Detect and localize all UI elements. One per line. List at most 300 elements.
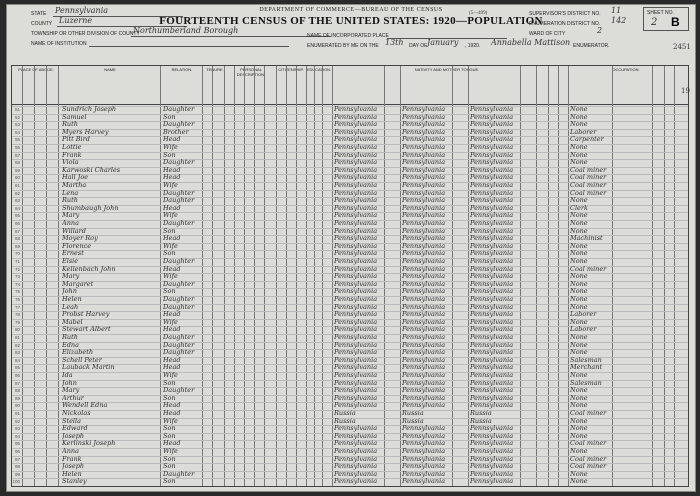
occupation: None [570,478,588,486]
line-number: 88 [14,388,20,394]
occupation: None [570,113,588,121]
line-number: 90 [14,403,20,409]
line-number: 84 [14,357,20,363]
person-name: Elizabeth [62,349,94,357]
mother-birthplace: Pennsylvania [470,227,514,235]
relation: Head [163,174,181,182]
birthplace: Pennsylvania [334,182,378,189]
person-name: Frank [62,455,82,463]
relation: Son [163,250,176,258]
relation: Daughter [163,387,195,395]
relation: Daughter [163,334,195,341]
person-name: Willard [62,227,86,235]
mother-birthplace: Pennsylvania [470,318,514,326]
mother-birthplace: Pennsylvania [470,303,514,311]
mother-birthplace: Russia [470,417,492,425]
relation: Daughter [163,303,195,311]
relation: Son [163,394,176,402]
father-birthplace: Pennsylvania [402,364,446,372]
occupation: Laborer [570,128,597,136]
father-birthplace: Pennsylvania [402,182,446,189]
birthplace: Pennsylvania [334,311,378,319]
person-name: Viola [62,159,79,167]
birthplace: Pennsylvania [334,166,378,174]
table-row [12,174,688,182]
relation: Daughter [163,470,195,478]
occupation: Coal miner [570,463,607,471]
mother-birthplace: Pennsylvania [470,432,514,440]
line-number: 65 [14,213,20,219]
father-birthplace: Pennsylvania [402,448,446,455]
occupation: Coal miner [570,166,607,174]
group-place-of-abode: PLACE OF ABODE. [18,67,54,72]
birthplace: Pennsylvania [334,288,378,296]
line-number: 81 [14,335,20,340]
father-birthplace: Pennsylvania [402,349,446,357]
mother-birthplace: Pennsylvania [470,121,514,129]
mother-birthplace: Pennsylvania [470,364,514,372]
occupation: None [570,250,588,258]
line-number: 60 [14,175,20,181]
mother-birthplace: Pennsylvania [470,425,514,433]
person-name: Sundrich Joseph [62,106,117,113]
occupation: None [570,425,588,433]
birthplace: Pennsylvania [334,425,378,433]
census-sheet [6,4,696,492]
line-number: 98 [14,464,20,470]
occupation: Salesman [570,356,602,364]
relation: Daughter [163,349,195,357]
father-birthplace: Pennsylvania [402,189,446,197]
table-row [12,167,688,175]
relation: Daughter [163,341,195,349]
father-birthplace: Russia [402,417,424,425]
occupation: None [570,296,588,303]
father-birthplace: Pennsylvania [402,174,446,182]
line-number: 99 [14,471,20,477]
person-name: Shumbaugh John [62,204,119,212]
occupation: None [570,448,588,455]
table-row [12,288,688,296]
father-birthplace: Pennsylvania [402,318,446,326]
mother-birthplace: Pennsylvania [470,394,514,402]
line-number: 53 [14,122,20,128]
occupation: None [570,288,588,296]
census-table [11,65,689,487]
person-name: Joseph [62,463,85,471]
table-row [12,304,688,312]
person-name: Margaret [62,280,94,288]
relation: Wife [163,273,178,281]
enumerated-label: ENUMERATED BY ME ON THE [307,43,379,49]
relation: Wife [163,372,178,379]
person-name: Stanley [62,478,87,486]
occupation: None [570,402,588,410]
relation: Head [163,364,181,372]
township-value: Northumberland Borough [133,26,239,35]
father-birthplace: Pennsylvania [402,387,446,395]
person-name: Edna [62,341,79,349]
table-row [12,372,688,380]
person-name: Florence [62,242,92,250]
relation: Son [163,379,176,387]
father-birthplace: Pennsylvania [402,273,446,281]
table-row [12,395,688,403]
person-name: Ernest [62,250,84,258]
relation: Head [163,311,181,319]
table-row [12,205,688,213]
birthplace: Pennsylvania [334,463,378,471]
township-label: TOWNSHIP OR OTHER DIVISION OF COUNTY [31,31,140,37]
year-label: , 1920. [465,43,481,49]
occupation: None [570,121,588,129]
table-row [12,281,688,289]
line-number: 82 [14,342,20,348]
line-number: 62 [14,190,20,196]
birthplace: Pennsylvania [334,106,378,113]
mother-birthplace: Pennsylvania [470,349,514,357]
birthplace: Pennsylvania [334,151,378,159]
birthplace: Pennsylvania [334,334,378,341]
birthplace: Pennsylvania [334,318,378,326]
occupation: Coal miner [570,410,607,417]
ward-value: 2 [597,26,603,35]
table-row [12,190,688,198]
birthplace: Pennsylvania [334,265,378,273]
line-number: 77 [14,304,20,310]
birthplace: Pennsylvania [334,159,378,167]
line-number: 52 [14,114,20,120]
birthplace: Pennsylvania [334,364,378,372]
occupation: None [570,280,588,288]
father-birthplace: Pennsylvania [402,478,446,486]
line-number: 89 [14,395,20,401]
relation: Head [163,265,181,273]
relation: Wife [163,448,178,455]
table-row [12,433,688,441]
table-row [12,463,688,471]
relation: Son [163,288,176,296]
table-row [12,159,688,167]
occupation: Salesman [570,379,602,387]
table-row [12,212,688,220]
birthplace: Pennsylvania [334,341,378,349]
father-birthplace: Pennsylvania [402,455,446,463]
person-name: Lauback Martin [62,364,115,372]
father-birthplace: Pennsylvania [402,250,446,258]
relation: Head [163,136,181,144]
relation: Daughter [163,296,195,303]
group-occupation: OCCUPATION. [612,67,640,72]
supervisor-value: 11 [611,6,622,15]
father-birthplace: Pennsylvania [402,166,446,174]
person-name: Ida [62,372,73,379]
person-name: Samuel [62,113,87,121]
group-relation: RELATION. [171,67,193,72]
birthplace: Pennsylvania [334,387,378,395]
county-label: COUNTY [31,21,53,27]
occupation: None [570,372,588,379]
birthplace: Pennsylvania [334,280,378,288]
occupation: None [570,144,588,151]
father-birthplace: Pennsylvania [402,463,446,471]
margin-number: 2451 [673,43,691,51]
relation: Wife [163,318,178,326]
mother-birthplace: Pennsylvania [470,151,514,159]
father-birthplace: Pennsylvania [402,341,446,349]
table-row [12,136,688,144]
relation: Daughter [163,220,195,227]
line-number: 76 [14,297,20,302]
line-number: 74 [14,281,20,287]
person-name: John [62,379,77,387]
father-birthplace: Pennsylvania [402,204,446,212]
line-number: 78 [14,312,20,318]
table-row [12,273,688,281]
father-birthplace: Pennsylvania [402,235,446,243]
line-number: 75 [14,289,20,295]
line-number: 69 [14,243,20,249]
birthplace: Pennsylvania [334,250,378,258]
relation: Head [163,402,181,410]
line-number: 96 [14,449,20,454]
line-number: 66 [14,221,20,226]
person-name: Ruth [62,197,78,205]
relation: Wife [163,144,178,151]
relation: Wife [163,242,178,250]
birthplace: Pennsylvania [334,394,378,402]
birthplace: Russia [334,417,356,425]
father-birthplace: Pennsylvania [402,144,446,151]
person-name: Myers Harvey [62,128,109,136]
line-number: 95 [14,441,20,447]
mother-birthplace: Pennsylvania [470,463,514,471]
relation: Wife [163,417,178,425]
table-row [12,311,688,319]
line-number: 56 [14,145,20,150]
line-number: 85 [14,365,20,371]
mother-birthplace: Pennsylvania [470,470,514,478]
table-row [12,387,688,395]
enumerator-label: ENUMERATOR. [573,43,610,49]
birthplace: Pennsylvania [334,258,378,265]
occupation: None [570,334,588,341]
occupation: None [570,106,588,113]
father-birthplace: Pennsylvania [402,197,446,205]
father-birthplace: Pennsylvania [402,121,446,129]
birthplace: Pennsylvania [334,235,378,243]
occupation: Merchant [570,364,603,372]
line-number: 55 [14,137,20,143]
occupation: Coal miner [570,189,607,197]
person-name: Edward [62,425,88,433]
group-name: NAME [104,67,116,72]
person-name: John [62,288,77,296]
ed-value: 142 [611,16,627,25]
occupation: None [570,470,588,478]
father-birthplace: Pennsylvania [402,288,446,296]
table-row [12,478,688,486]
person-name: Nickolas [62,410,91,417]
occupation: None [570,341,588,349]
mother-birthplace: Pennsylvania [470,212,514,220]
occupation: None [570,242,588,250]
mother-birthplace: Pennsylvania [470,197,514,205]
father-birthplace: Pennsylvania [402,432,446,440]
table-row [12,342,688,350]
birthplace: Pennsylvania [334,470,378,478]
father-birthplace: Pennsylvania [402,356,446,364]
table-row [12,364,688,372]
person-name: Joseph [62,432,85,440]
table-row [12,144,688,152]
mother-birthplace: Pennsylvania [470,250,514,258]
mother-birthplace: Pennsylvania [470,136,514,144]
father-birthplace: Pennsylvania [402,227,446,235]
mother-birthplace: Pennsylvania [470,326,514,334]
birthplace: Pennsylvania [334,242,378,250]
person-name: Karwoski Charles [62,166,121,174]
mother-birthplace: Pennsylvania [470,280,514,288]
relation: Daughter [163,121,195,129]
enumerated-day: 13th [385,38,404,47]
mother-birthplace: Pennsylvania [470,204,514,212]
line-number: 100 [12,479,20,485]
person-name: Moyer Roy [62,235,98,243]
relation: Head [163,166,181,174]
birthplace: Pennsylvania [334,273,378,281]
line-number: 91 [14,411,20,416]
line-number: 54 [14,129,20,135]
birthplace: Pennsylvania [334,356,378,364]
ed-label: ENUMERATION DISTRICT NO. [529,21,601,27]
line-number: 64 [14,205,20,211]
mother-birthplace: Pennsylvania [470,265,514,273]
occupation: Laborer [570,311,597,319]
birthplace: Pennsylvania [334,448,378,455]
father-birthplace: Pennsylvania [402,402,446,410]
institution-underline [89,46,289,47]
relation: Son [163,463,176,471]
mother-birthplace: Pennsylvania [470,144,514,151]
table-row [12,197,688,205]
table-row [12,228,688,236]
mother-birthplace: Pennsylvania [470,113,514,121]
mother-birthplace: Pennsylvania [470,356,514,364]
mother-birthplace: Pennsylvania [470,288,514,296]
table-row [12,349,688,357]
relation: Daughter [163,106,195,113]
father-birthplace: Pennsylvania [402,113,446,121]
table-row [12,258,688,266]
occupation: None [570,303,588,311]
group-nativity: NATIVITY AND MOTHER TONGUE. [414,67,480,72]
line-number: 83 [14,350,20,356]
person-name: Mary [62,273,80,281]
relation: Son [163,455,176,463]
occupation: None [570,212,588,220]
relation: Daughter [163,159,195,167]
relation: Head [163,204,181,212]
person-name: Lottie [62,144,82,151]
occupation: None [570,220,588,227]
father-birthplace: Pennsylvania [402,128,446,136]
occupation: Coal miner [570,182,607,189]
relation: Daughter [163,189,195,197]
birthplace: Pennsylvania [334,204,378,212]
occupation: Machinist [570,235,603,243]
father-birthplace: Pennsylvania [402,265,446,273]
line-number: 94 [14,433,20,439]
relation: Daughter [163,280,195,288]
mother-birthplace: Pennsylvania [470,334,514,341]
sheet-value: 2 [651,17,658,28]
table-row [12,448,688,456]
birthplace: Pennsylvania [334,144,378,151]
occupation: Coal miner [570,174,607,182]
birthplace: Pennsylvania [334,455,378,463]
state-label: STATE [31,11,47,17]
line-number: 97 [14,456,20,462]
line-number: 93 [14,426,20,432]
person-name: Leah [62,303,79,311]
relation: Daughter [163,258,195,265]
group-education: EDUCATION. [306,67,332,72]
person-name: Elsie [62,258,79,265]
mother-birthplace: Pennsylvania [470,387,514,395]
line-number: 59 [14,167,20,173]
father-birthplace: Pennsylvania [402,296,446,303]
person-name: Kellenbach John [62,265,116,273]
birthplace: Pennsylvania [334,136,378,144]
person-name: Frank [62,151,82,159]
line-number: 80 [14,327,20,333]
mother-birthplace: Pennsylvania [470,296,514,303]
occupation: Laborer [570,326,597,334]
person-name: Anna [62,220,79,227]
page-title: FOURTEENTH CENSUS OF THE UNITED STATES: 1920—POPULATION [159,15,543,27]
line-number: 72 [14,266,20,272]
relation: Head [163,356,181,364]
birthplace: Pennsylvania [334,349,378,357]
table-row [12,235,688,243]
person-name: Mabel [62,318,83,326]
father-birthplace: Pennsylvania [402,242,446,250]
table-row [12,129,688,137]
township-underline [131,36,331,37]
relation: Son [163,151,176,159]
father-birthplace: Pennsylvania [402,311,446,319]
line-number: 87 [14,380,20,386]
birthplace: Pennsylvania [334,189,378,197]
person-name: Anna [62,448,79,455]
father-birthplace: Pennsylvania [402,106,446,113]
place-label: NAME OF INCORPORATED PLACE [307,33,389,39]
line-number: 70 [14,251,20,257]
father-birthplace: Pennsylvania [402,136,446,144]
person-name: Hall Joe [62,174,89,182]
father-birthplace: Pennsylvania [402,220,446,227]
relation: Daughter [163,197,195,205]
occupation: None [570,394,588,402]
table-row [12,326,688,334]
person-name: Helen [62,296,82,303]
person-name: Stewart Albert [62,326,111,334]
birthplace: Pennsylvania [334,379,378,387]
group-citizenship: CITIZENSHIP. [278,67,304,72]
birthplace: Pennsylvania [334,121,378,129]
father-birthplace: Pennsylvania [402,303,446,311]
